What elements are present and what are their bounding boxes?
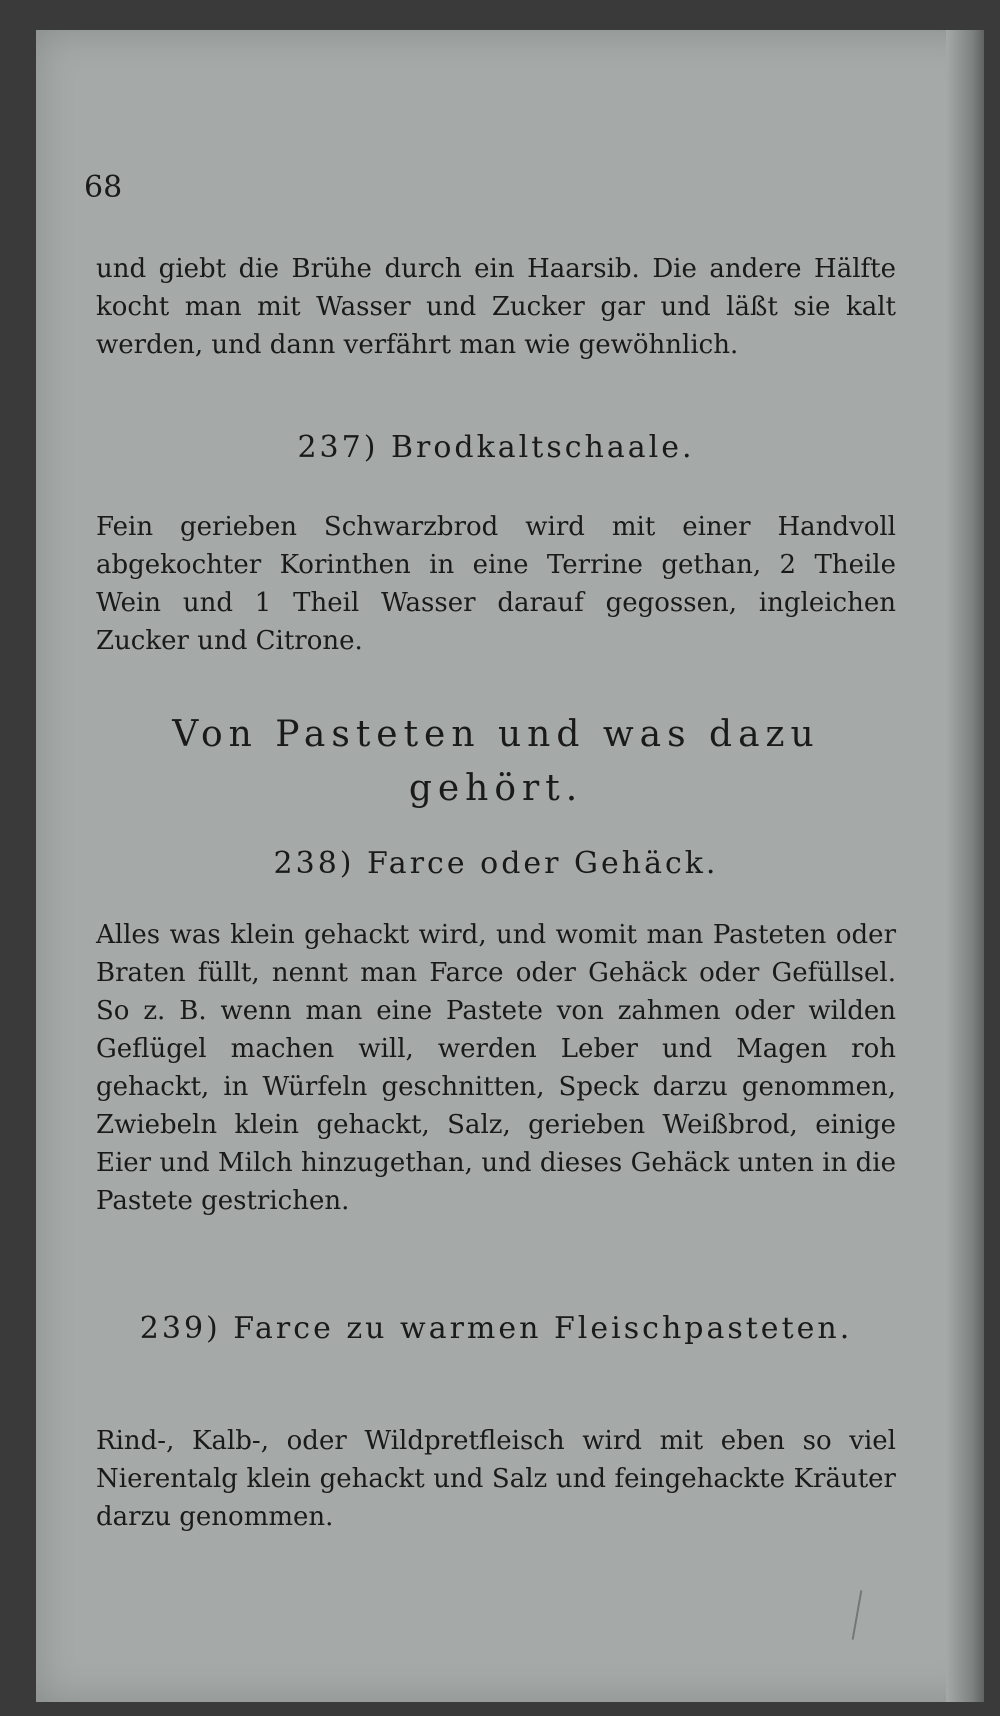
recipe-238-title: 238) Farce oder Gehäck. [273, 846, 719, 881]
page-number: 68 [84, 170, 123, 205]
section-title: Von Pasteten und was dazu gehört. [172, 714, 820, 809]
recipe-239-title: 239) Farce zu warmen Fleischpasteten. [139, 1311, 853, 1346]
intro-paragraph: und giebt die Brühe durch ein Haarsib. Die andere Hälfte kocht man mit Wasser und Zucker gar und läßt sie kalt werden, und dann verfährt man wie gewöhnlich. [96, 254, 896, 360]
book-page [36, 30, 984, 1702]
recipe-239-body: Rind-, Kalb-, oder Wildpretfleisch wird mit eben so viel Nierentalg klein gehackt und Salz und feingehackte Kräuter darzu genommen. [96, 1426, 896, 1532]
recipe-237-title: 237) Brodkaltschaale. [297, 430, 695, 465]
page-spine-shadow [946, 30, 984, 1702]
pencil-mark [852, 1590, 863, 1640]
recipe-238-body: Alles was klein gehackt wird, und womit man Pasteten oder Braten füllt, nennt man Farce oder Gehäck oder Gefüllsel. So z. B. wenn man eine Pastete von zahmen oder wilden Geflügel machen will, werden Leber und Magen roh gehackt, in Würfeln geschnitten, Speck darzu genommen, Zwiebeln klein gehackt, Salz, gerieben Weißbrod, einige Eier und Milch hinzugethan, und dieses Gehäck unten in die Pastete gestrichen. [96, 920, 896, 1216]
page-content [96, 250, 896, 1542]
recipe-237-body: Fein gerieben Schwarzbrod wird mit einer Handvoll abgekochter Korinthen in eine Terrine gethan, 2 Theile Wein und 1 Theil Wasser darauf gegossen, ingleichen Zucker und Citrone. [96, 512, 896, 656]
